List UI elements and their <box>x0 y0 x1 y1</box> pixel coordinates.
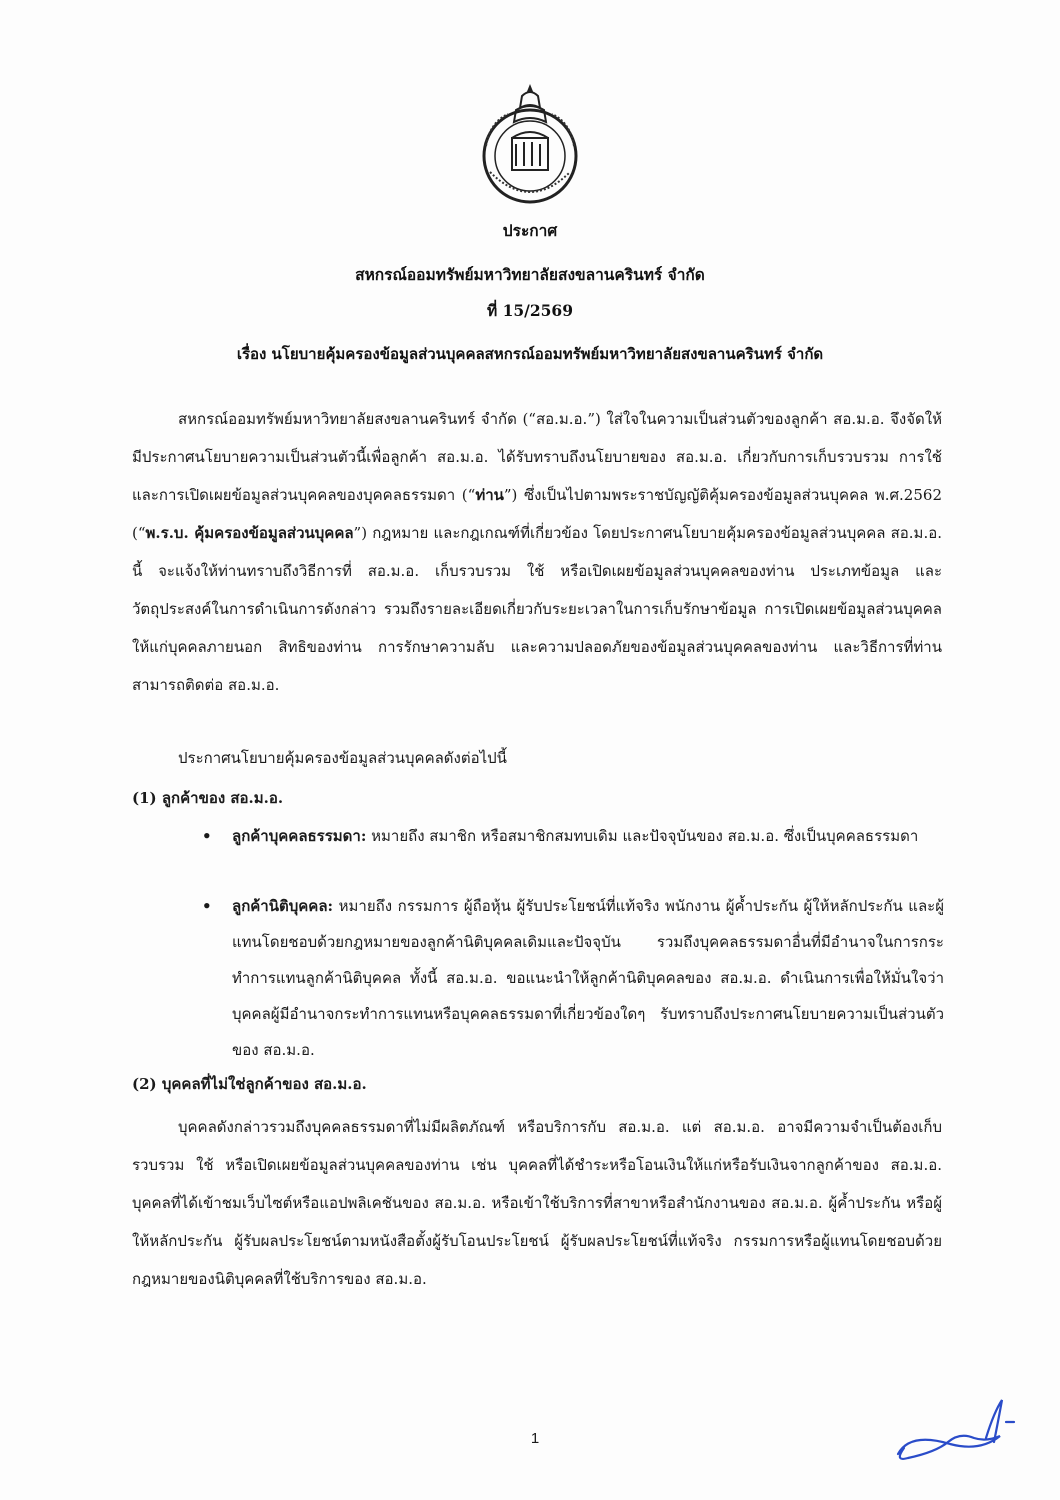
bullet-item-individual <box>202 818 944 854</box>
bullet-text: หมายถึง กรรมการ ผู้ถือหุ้น ผู้รับประโยชน์ที่แท้จริง พนักงาน ผู้ค้ำประกัน ผู้ให้หลักประกัน และผู้แทนโดยชอบด้วยกฎหมายของลูกค้านิติบุคคลเดิมและปัจจุบัน รวมถึงบุคคลธรรมดาอื่นที่มีอำนาจในการกระทำการแทนลูกค้านิติบุคคล ทั้งนี้ สอ.ม.อ. ขอแนะนำให้ลูกค้านิติบุคคลของ สอ.ม.อ. ดำเนินการเพื่อให้มั่นใจว่าบุคคลผู้มีอำนาจกระทำการแทนหรือบุคคลธรรมดาที่เกี่ยวข้องใดๆ รับทราบถึงประกาศนโยบายความเป็นส่วนตัวของ สอ.ม.อ. <box>232 897 944 1059</box>
paragraph-non-customers: บุคคลดังกล่าวรวมถึงบุคคลธรรมดาที่ไม่มีผลิตภัณฑ์ หรือบริการกับ สอ.ม.อ. แต่ สอ.ม.อ. อาจมีความจำเป็นต้องเก็บรวบรวม ใช้ หรือเปิดเผยข้อมูลส่วนบุคคลของท่าน เช่น บุคคลที่ได้ชำระหรือโอนเงินให้แก่หรือรับเงินจากลูกค้าของ สอ.ม.อ. บุคคลที่ได้เข้าชมเว็บไซต์หรือแอปพลิเคชันของ สอ.ม.อ. หรือเข้าใช้บริการที่สาขาหรือสำนักงานของ สอ.ม.อ. ผู้ค้ำประกัน หรือผู้ให้หลักประกัน ผู้รับผลประโยชน์ตามหนังสือตั้งผู้รับโอนประโยชน์ ผู้รับผลประโยชน์ที่แท้จริง กรรมการหรือผู้แทนโดยชอบด้วยกฎหมายของนิติบุคคลที่ใช้บริการของ สอ.ม.อ. <box>132 1118 942 1288</box>
policy-intro: ประกาศนโยบายคุ้มครองข้อมูลส่วนบุคคลดังต่อไปนี้ <box>178 749 507 767</box>
page-number: 1 <box>530 1430 540 1447</box>
organization-name: สหกรณ์ออมทรัพย์มหาวิทยาลัยสงขลานครินทร์ จำกัด <box>355 265 705 284</box>
announcement-number: ที่ 15/2569 <box>487 301 573 320</box>
paragraph-purpose <box>132 400 942 704</box>
paragraph-purpose-text-3: ”) กฎหมาย และกฎเกณฑ์ที่เกี่ยวข้อง โดยประกาศนโยบายคุ้มครองข้อมูลส่วนบุคคล สอ.ม.อ. นี้ จะแจ้งให้ท่านทราบถึงวิธีการที่ สอ.ม.อ. เก็บรวบรวม ใช้ หรือเปิดเผยข้อมูลส่วนบุคคลของท่าน ประเภทข้อมูล และวัตถุประสงค์ในการดำเนินการดังกล่าว รวมถึงรายละเอียดเกี่ยวกับระยะเวลาในการเก็บรักษาข้อมูล การเปิดเผยข้อมูลส่วนบุคคลให้แก่บุคคลภายนอก สิทธิของท่าน การรักษาความลับ และความปลอดภัยของข้อมูลส่วนบุคคลของท่าน และวิธีการที่ท่านสามารถติดต่อ สอ.ม.อ. <box>132 524 942 694</box>
bullet-label: ลูกค้าบุคคลธรรมดา: <box>232 827 367 845</box>
paragraph-purpose-text-2: ”) ซึ่งเป็นไปตามพระราชบัญญัติคุ้มครองข้อมูลส่วนบุคคล พ.ศ.2562 (“ <box>132 486 942 542</box>
bullet-label: ลูกค้านิติบุคคล: <box>232 897 334 915</box>
paragraph-purpose-text-1: สหกรณ์ออมทรัพย์มหาวิทยาลัยสงขลานครินทร์ จำกัด (“สอ.ม.อ.”) ใส่ใจในความเป็นส่วนตัวของลูกค้า สอ.ม.อ. จึงจัดให้มีประกาศนโยบายความเป็นส่วนตัวนี้เพื่อลูกค้า สอ.ม.อ. ได้รับทราบถึงนโยบายของ สอ.ม.อ. เกี่ยวกับการเก็บรวบรวม การใช้ และการเปิดเผยข้อมูลส่วนบุคคลของบุคคลธรรมดา (“ <box>132 410 942 504</box>
organization-emblem <box>468 82 592 208</box>
bullet-icon: • <box>202 897 212 915</box>
bullet-item-juristic <box>202 888 944 1068</box>
announcement-subject: เรื่อง นโยบายคุ้มครองข้อมูลส่วนบุคคลสหกรณ์ออมทรัพย์มหาวิทยาลัยสงขลานครินทร์ จำกัด <box>236 345 824 363</box>
section-heading-customers: (1) ลูกค้าของ สอ.ม.อ. <box>132 789 284 807</box>
section-heading-non-customers: (2) บุคคลที่ไม่ใช่ลูกค้าของ สอ.ม.อ. <box>132 1075 367 1093</box>
bullet-icon: • <box>202 827 212 845</box>
term-you: ท่าน <box>475 486 504 504</box>
announcement-title: ประกาศ <box>502 221 558 240</box>
term-pdpa: พ.ร.บ. คุ้มครองข้อมูลส่วนบุคคล <box>145 524 354 542</box>
bullet-text: หมายถึง สมาชิก หรือสมาชิกสมทบเดิม และปัจจุบันของ สอ.ม.อ. ซึ่งเป็นบุคคลธรรมดา <box>366 827 919 845</box>
handwritten-signature <box>890 1392 1030 1472</box>
